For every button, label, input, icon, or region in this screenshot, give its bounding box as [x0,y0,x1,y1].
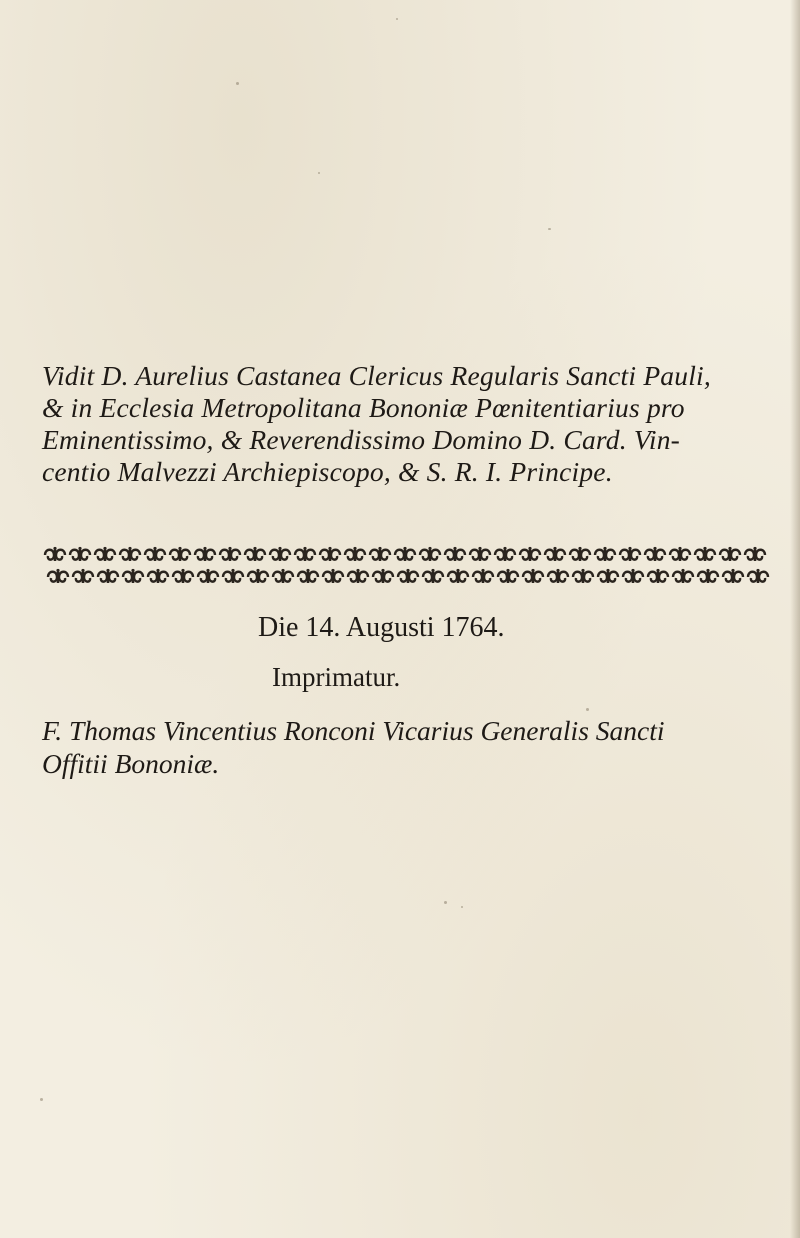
fleuron-ornament [695,547,715,561]
signature-line-1: F. Thomas Vincentius Ronconi Vicarius Generalis Sancti [42,715,665,746]
fleuron-ornament [273,569,293,583]
fleuron-ornament [295,547,315,561]
fleuron-ornament [373,569,393,583]
fleuron-ornament [570,547,590,561]
fleuron-ornament [248,569,268,583]
fleuron-ornament [698,569,718,583]
approval-line-3: Eminentissimo, & Reverendissimo Domino D. Card. Vin- [42,424,680,455]
fleuron-ornament [598,569,618,583]
fleuron-ornament [170,547,190,561]
fleuron-ornament [420,547,440,561]
fleuron-ornament [545,547,565,561]
fleuron-ornament [498,569,518,583]
fleuron-ornament [120,547,140,561]
approval-line-2: & in Ecclesia Metropolitana Bononiæ Pœnitentiarius pro [42,392,685,423]
date-line: Die 14. Augusti 1764. [258,612,505,643]
ornamental-border [43,544,771,586]
fleuron-ornament [173,569,193,583]
fleuron-ornament [198,569,218,583]
fleuron-ornament [323,569,343,583]
fleuron-ornament [423,569,443,583]
fleuron-ornament [473,569,493,583]
fleuron-ornament [45,547,65,561]
fleuron-ornament [398,569,418,583]
fleuron-ornament [73,569,93,583]
fleuron-ornament [495,547,515,561]
imprimatur-heading: Imprimatur. [272,662,401,692]
fleuron-ornament [448,569,468,583]
fleuron-ornament [345,547,365,561]
signature-note [42,714,787,780]
fleuron-ornament [723,569,743,583]
fleuron-ornament [720,547,740,561]
fleuron-ornament [145,547,165,561]
fleuron-ornament [245,547,265,561]
fleuron-ornament [673,569,693,583]
fleuron-ornament [48,569,68,583]
fleuron-ornament [98,569,118,583]
fleuron-ornament [223,569,243,583]
fleuron-ornament [195,547,215,561]
fleuron-ornament [220,547,240,561]
fleuron-ornament [123,569,143,583]
fleuron-ornament [548,569,568,583]
fleuron-ornament [148,569,168,583]
approval-note [42,360,787,488]
fleuron-ornament [648,569,668,583]
fleuron-ornament [670,547,690,561]
fleuron-ornament [595,547,615,561]
fleuron-ornament [95,547,115,561]
fleuron-ornament [270,547,290,561]
fleuron-ornament [520,547,540,561]
fleuron-ornament [573,569,593,583]
fleuron-ornament [70,547,90,561]
fleuron-ornament [395,547,415,561]
fleuron-ornament [445,547,465,561]
fleuron-ornament [620,547,640,561]
fleuron-ornament [370,547,390,561]
fleuron-ornament [320,547,340,561]
signature-line-2: Offitii Bononiæ. [42,748,220,779]
fleuron-ornament [748,569,768,583]
fleuron-ornament [645,547,665,561]
fleuron-ornament [745,547,765,561]
page-edge-shadow [790,0,800,1238]
approval-line-4: centio Malvezzi Archiepiscopo, & S. R. I. Principe. [42,456,613,487]
fleuron-ornament [298,569,318,583]
fleuron-ornament [623,569,643,583]
fleuron-ornament [348,569,368,583]
fleuron-ornament [523,569,543,583]
fleuron-ornament [470,547,490,561]
approval-line-1: Vidit D. Aurelius Castanea Clericus Regularis Sancti Pauli, [42,360,711,391]
